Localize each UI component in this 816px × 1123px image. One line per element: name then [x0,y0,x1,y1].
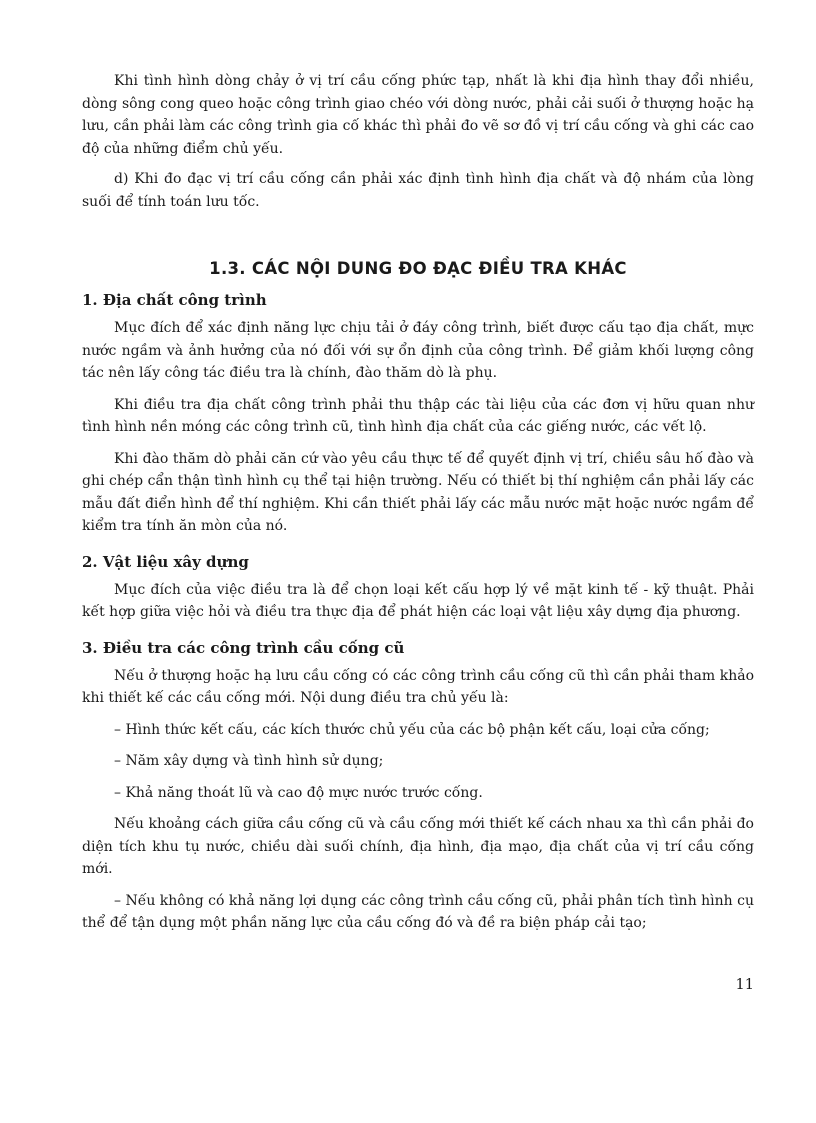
old-works-paragraph-2: Nếu khoảng cách giữa cầu cống cũ và cầu cống mới thiết kế cách nhau xa thì cần phải đo diện tích khu tụ nước, chiều dài suối chính, địa hình, địa mạo, địa chất của vị trí cầu cống mới. [82,816,754,877]
materials-paragraph-1: Mục đích của việc điều tra là để chọn loại kết cấu hợp lý về mặt kinh tế - kỹ thuật. Phải kết hợp giữa việc hỏi và điều tra thực địa để phát hiện các loại vật liệu xây dựng địa phương. [82,581,754,620]
geology-paragraph-3: Khi đào thăm dò phải căn cứ vào yêu cầu thực tế để quyết định vị trí, chiều sâu hố đào và ghi chép cẩn thận tình hình cụ thể tại hiện trường. Nếu có thiết bị thí nghiệm cần phải lấy các mẫu đất điển hình để thí nghiệm. Khi cần thiết phải lấy các mẫu nước mặt hoặc nước ngầm để kiểm tra tính ăn mòn của nó. [82,450,754,534]
geology-paragraph-2: Khi điều tra địa chất công trình phải thu thập các tài liệu của các đơn vị hữu quan như tình hình nền móng các công trình cũ, tình hình địa chất của các giếng nước, các vết lộ. [82,396,754,435]
geology-paragraph-1: Mục đích để xác định năng lực chịu tải ở đáy công trình, biết được cấu tạo địa chất, mực nước ngầm và ảnh hưởng của nó đối với sự ổn định của công trình. Để giảm khối lượng công tác nên lấy công tác điều tra là chính, đào thăm dò là phụ. [82,320,754,381]
old-works-paragraph-1: Nếu ở thượng hoặc hạ lưu cầu cống có các công trình cầu cống cũ thì cần phải tham khảo khi thiết kế các cầu cống mới. Nội dung điều tra chủ yếu là: [82,667,754,706]
subsection-heading-old-works: 3. Điều tra các công trình cầu cống cũ [82,638,405,657]
old-works-list-item-3: – Khả năng thoát lũ và cao độ mực nước trước cống. [114,784,483,801]
old-works-paragraph-3: – Nếu không có khả năng lợi dụng các công trình cầu cống cũ, phải phân tích tình hình cụ thể để tận dụng một phần năng lực của cầu cống đó và đề ra biện pháp cải tạo; [82,892,755,931]
intro-paragraph-1: Khi tình hình dòng chảy ở vị trí cầu cống phức tạp, nhất là khi địa hình thay đổi nhiều, dòng sông cong queo hoặc công trình giao chéo với dòng nước, phải cải suối ở thượng hoặc hạ lưu, cần phải làm các công trình gia cố khác thì phải đo vẽ sơ đồ vị trí cầu cống và ghi các cao độ của những điểm chủ yếu. [82,73,754,157]
old-works-list-item-1: – Hình thức kết cấu, các kích thước chủ yếu của các bộ phận kết cấu, loại cửa cống; [114,721,710,738]
section-title: 1.3. CÁC NỘI DUNG ĐO ĐẠC ĐIỀU TRA KHÁC [209,259,627,278]
subsection-heading-materials: 2. Vật liệu xây dựng [82,552,249,571]
subsection-heading-geology: 1. Địa chất công trình [82,291,267,309]
page-number: 11 [735,977,754,993]
page-body [82,70,754,935]
old-works-list-item-2: – Năm xây dựng và tình hình sử dụng; [114,753,384,769]
intro-paragraph-2: d) Khi đo đạc vị trí cầu cống cần phải xác định tình hình địa chất và độ nhám của lòng suối để tính toán lưu tốc. [82,171,754,210]
